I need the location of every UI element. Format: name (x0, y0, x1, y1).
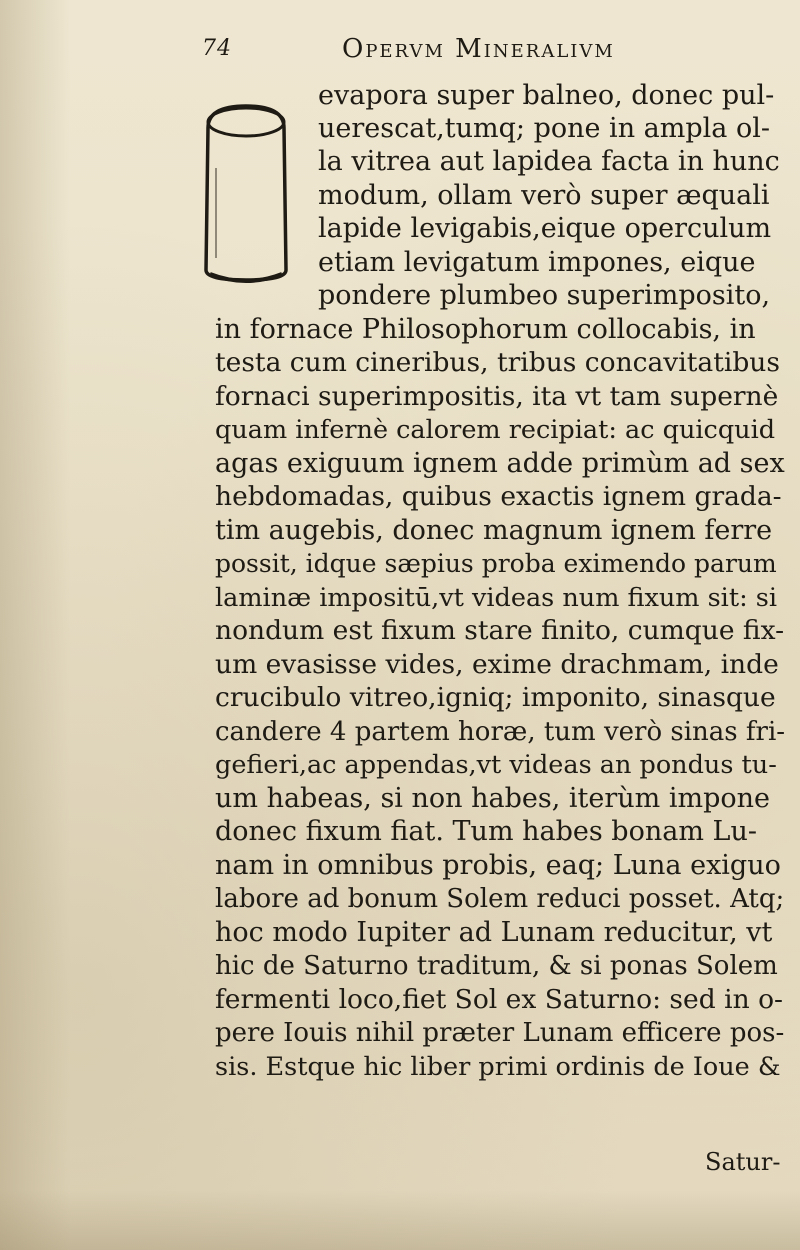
page-number: 74 (202, 36, 232, 61)
text-line: evapora super balneo, donec pul- (318, 80, 775, 111)
catchword: Satur- (705, 1148, 781, 1176)
text-line: tim augebis, donec magnum ignem ferre (215, 515, 773, 546)
text-line: fornaci superimpositis, ita vt tam supernè (215, 381, 779, 412)
text-line: testa cum cineribus, tribus concavitatibus (215, 347, 780, 378)
text-line: hoc modo Iupiter ad Lunam reducitur, vt (215, 917, 773, 948)
text-line: um evasisse vides, exime drachmam, inde (215, 649, 779, 680)
text-line: in fornace Philosophorum collocabis, in (215, 314, 756, 345)
running-title: Opervm Mineralivm (342, 34, 615, 64)
text-line: labore ad bonum Solem reduci posset. Atq; (215, 884, 785, 914)
text-line: quam infernè calorem recipiat: ac quicquid (215, 415, 776, 445)
text-line: etiam levigatum impones, eique (318, 247, 756, 278)
text-line: gefieri,ac appendas,vt videas an pondus tu- (215, 750, 777, 780)
text-line: crucibulo vitreo,igniq; imponito, sinasque (215, 682, 776, 713)
text-line: possit, idque sæpius proba eximendo parum (215, 549, 777, 578)
text-line: modum, ollam verò super æquali (318, 180, 770, 211)
text-line: hebdomadas, quibus exactis ignem grada- (215, 481, 782, 512)
text-line: nam in omnibus probis, eaq; Luna exiguo (215, 850, 781, 881)
text-line: fermenti loco,fiet Sol ex Saturno: sed in o- (215, 984, 783, 1015)
text-line: candere 4 partem horæ, tum verò sinas fri- (215, 717, 786, 747)
text-line: sis. Estque hic liber primi ordinis de Ioue & (215, 1052, 781, 1082)
page-stain (0, 1190, 800, 1250)
text-line: agas exiguum ignem adde primùm ad sex (215, 448, 785, 479)
text-line: la vitrea aut lapidea facta in hunc (318, 146, 780, 177)
text-line: pere Iouis nihil præter Lunam efficere pos- (215, 1018, 785, 1048)
text-line: hic de Saturno traditum, & si ponas Solem (215, 951, 778, 981)
text-line: uerescat,tumq; pone in ampla ol- (318, 113, 770, 144)
text-line: laminæ impositū,vt videas num fixum sit: si (215, 583, 778, 613)
text-line: um habeas, si non habes, iterùm impone (215, 783, 770, 814)
text-line: nondum est fixum stare finito, cumque fix- (215, 615, 785, 646)
text-line: donec fixum fiat. Tum habes bonam Lu- (215, 816, 757, 847)
text-line: lapide levigabis,eique operculum (318, 213, 772, 244)
text-line: pondere plumbeo superimposito, (318, 280, 771, 311)
